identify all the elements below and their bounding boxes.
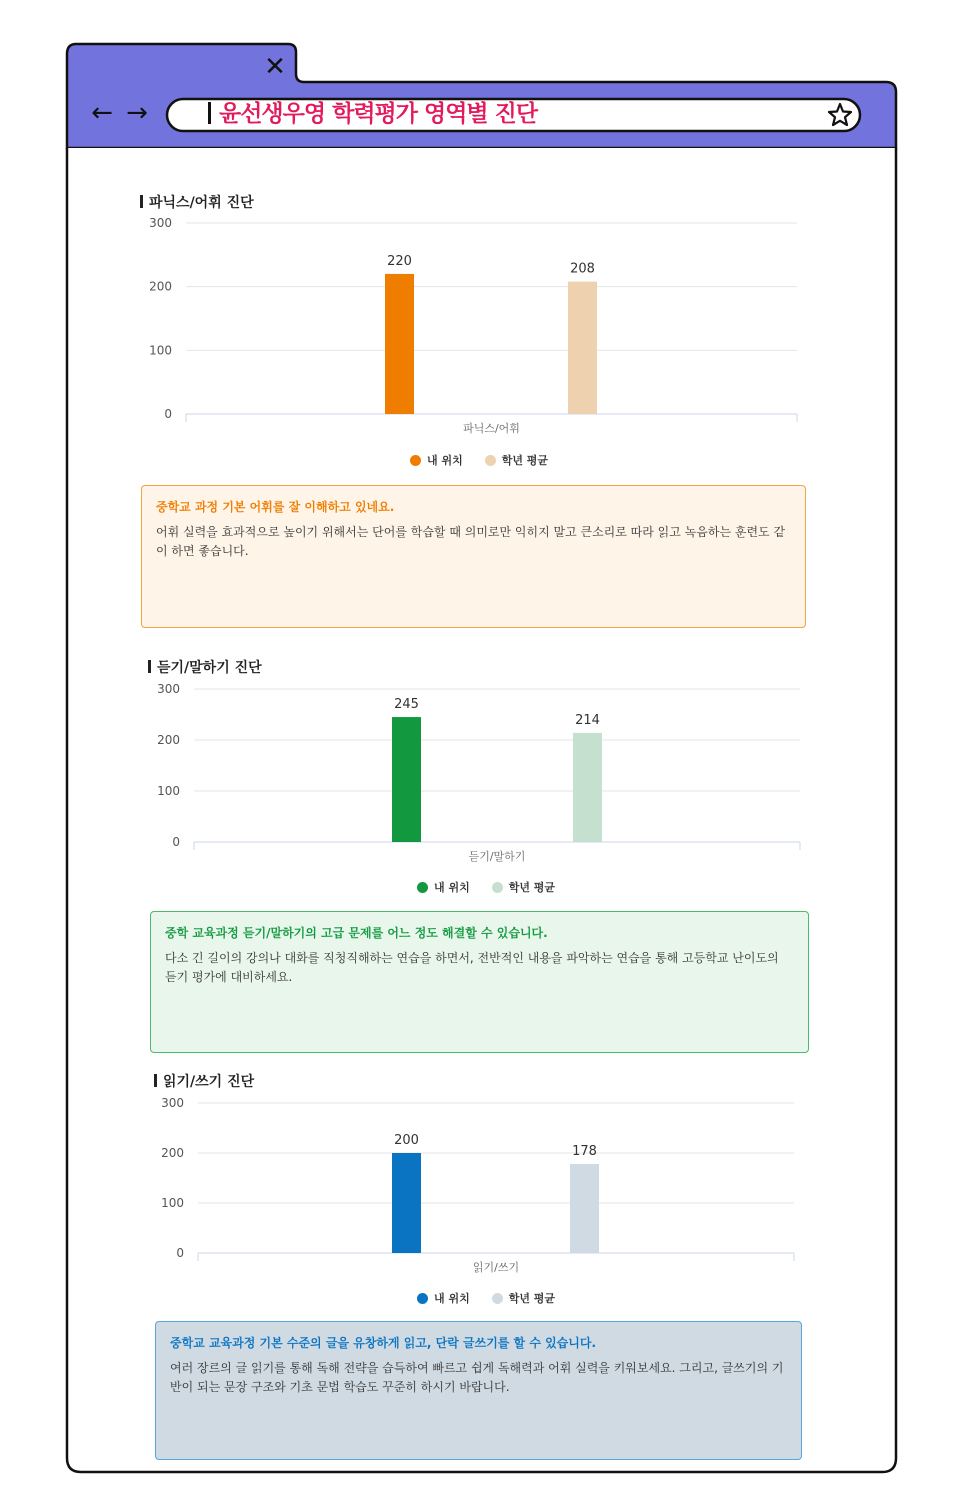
chart-svg <box>154 1091 800 1276</box>
x-category-label: 듣기/말하기 <box>468 850 526 863</box>
chart-svg <box>148 677 806 867</box>
phonics-feedback-body: 어휘 실력을 효과적으로 높이기 위해서는 단어를 학습할 때 의미로만 익히지 말고 큰소리로 따라 읽고 녹음하는 훈련도 같이 하면 좋습니다. <box>156 525 786 558</box>
title-bar <box>67 44 896 148</box>
y-tick-label: 0 <box>164 407 172 421</box>
listening-feedback-body: 다소 긴 길이의 강의나 대화를 직청직해하는 연습을 하면서, 전반적인 내용을 파악하는 연습을 통해 고등학교 난이도의 듣기 평가에 대비하세요. <box>165 951 779 984</box>
phonics-feedback-headline: 중학교 과정 기본 어휘를 잘 이해하고 있네요. <box>156 500 395 514</box>
reading-feedback-box <box>155 1321 802 1460</box>
reading-legend <box>417 1290 555 1306</box>
data-label: 245 <box>394 697 419 713</box>
bar <box>568 282 597 414</box>
data-label: 220 <box>387 253 412 269</box>
section-title-phonics-label: 파닉스/어휘 진단 <box>149 195 254 211</box>
legend-item-average <box>492 1290 555 1306</box>
bar <box>385 274 414 414</box>
data-label: 200 <box>394 1133 419 1148</box>
data-label: 208 <box>570 261 595 277</box>
bar <box>573 733 602 842</box>
data-label: 178 <box>572 1144 597 1159</box>
legend-item-mine <box>417 879 470 895</box>
listening-feedback-box <box>150 911 809 1053</box>
legend-dot-mine <box>417 1293 428 1304</box>
listening-feedback-headline: 중학 교육과정 듣기/말하기의 고급 문제를 어느 정도 해결할 수 있습니다. <box>165 926 548 940</box>
legend-item-mine <box>410 452 463 468</box>
address-label: 윤선생우영 학력평가 영역별 진단 <box>219 101 538 127</box>
legend-dot-average <box>485 455 496 466</box>
reading-feedback-body: 여러 장르의 글 읽기를 통해 독해 전략을 습득하여 빠르고 쉽게 독해력과 어휘 실력을 키워보세요. 그리고, 글쓰기의 기반이 되는 문장 구조와 기초 문법 학습도 꾸준히 하시기 바랍니다. <box>170 1361 784 1394</box>
section-title-listening <box>148 657 262 677</box>
legend-label-average: 학년 평균 <box>508 881 556 894</box>
y-tick-label: 300 <box>157 682 180 696</box>
close-icon[interactable]: ✕ <box>264 52 286 82</box>
legend-dot-mine <box>410 455 421 466</box>
y-tick-label: 300 <box>149 216 172 230</box>
y-tick-label: 300 <box>161 1096 184 1110</box>
legend-item-average <box>492 879 555 895</box>
legend-item-mine <box>417 1290 470 1306</box>
reading-chart <box>154 1091 800 1276</box>
chart-svg <box>140 212 806 437</box>
legend-dot-mine <box>417 882 428 893</box>
section-title-phonics <box>140 192 254 212</box>
bar <box>392 1153 421 1253</box>
phonics-chart <box>140 212 806 437</box>
bookmark-star-icon[interactable] <box>825 100 855 130</box>
y-tick-label: 200 <box>149 279 172 294</box>
section-title-reading <box>154 1071 254 1091</box>
legend-label-average: 학년 평균 <box>501 454 549 467</box>
phonics-feedback-box <box>141 485 806 628</box>
y-tick-label: 0 <box>176 1246 184 1260</box>
address-text <box>208 97 537 131</box>
section-title-reading-label: 읽기/쓰기 진단 <box>163 1074 255 1090</box>
y-tick-label: 100 <box>157 784 180 798</box>
back-arrow-icon[interactable]: ← <box>91 98 113 128</box>
legend-item-average <box>485 452 548 468</box>
y-tick-label: 200 <box>157 733 180 747</box>
x-category-label: 읽기/쓰기 <box>472 1261 520 1274</box>
legend-dot-average <box>492 1293 503 1304</box>
phonics-legend <box>410 452 548 468</box>
bar <box>392 717 421 842</box>
section-title-listening-label: 듣기/말하기 진단 <box>157 660 262 676</box>
legend-label-average: 학년 평균 <box>508 1292 556 1305</box>
bar <box>570 1164 599 1253</box>
text-caret <box>208 102 211 124</box>
x-category-label: 파닉스/어휘 <box>463 422 520 435</box>
y-tick-label: 100 <box>149 343 172 358</box>
y-tick-label: 100 <box>161 1196 184 1210</box>
y-tick-label: 200 <box>161 1146 184 1160</box>
listening-legend <box>417 879 555 895</box>
legend-dot-average <box>492 882 503 893</box>
y-tick-label: 0 <box>172 835 180 849</box>
data-label: 214 <box>575 712 600 728</box>
forward-arrow-icon[interactable]: → <box>126 98 148 128</box>
legend-label-mine: 내 위치 <box>427 454 463 467</box>
legend-label-mine: 내 위치 <box>434 1292 470 1305</box>
listening-chart <box>148 677 806 867</box>
reading-feedback-headline: 중학교 교육과정 기본 수준의 글을 유창하게 읽고, 단락 글쓰기를 할 수 있습니다. <box>170 1336 597 1350</box>
legend-label-mine: 내 위치 <box>434 881 470 894</box>
